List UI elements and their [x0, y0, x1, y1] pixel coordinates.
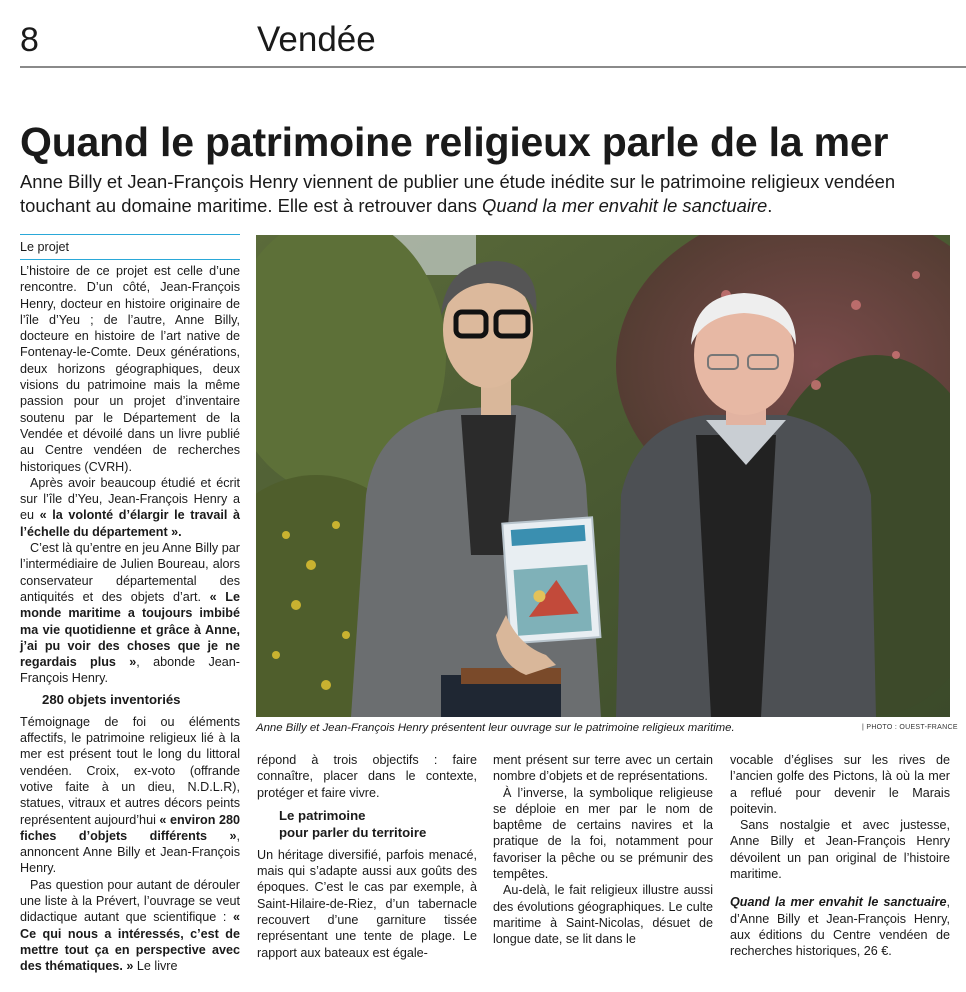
col3-paragraph-2: À l’inverse, la symbolique religieuse se déploie en mer par le nom de baptême de certains navires et la pratique de la foi, notamment pour favoriser la pêche ou se prémunir des tempêtes.	[493, 785, 713, 882]
article-standfirst	[20, 170, 950, 218]
col1-paragraph-3	[20, 540, 240, 687]
col1-paragraph-5	[20, 877, 240, 975]
col1-p5-text: Pas question pour autant de dérouler une liste à la Prévert, l’ouvrage se veut didactique autant que scientifique :	[20, 877, 240, 925]
col2-paragraph-2: Un héritage diversifié, parfois menacé, mais qui s’adapte aussi aux goûts des époques. C’est le cas par exemple, à Saint-Hilaire-de-Riez, d’un tabernacle recouvert d’une garniture tissée représentant une tente de plage. Le rapport aux bateaux est égale-	[257, 847, 477, 960]
col4-paragraph-3	[730, 894, 950, 959]
col4-paragraph-2: Sans nostalgie et avec justesse, Anne Billy et Jean-François Henry dévoilent un pan original de l’histoire maritime.	[730, 818, 950, 882]
col1-p4-end: , annoncent Anne Billy et Jean-François Henry.	[20, 828, 240, 876]
column-4	[730, 752, 950, 960]
photo-credit: | PHOTO : OUEST-FRANCE	[862, 724, 958, 731]
col1-p3-text: C’est là qu’entre en jeu Anne Billy par l’intermédiaire de Julien Boureau, alors conservateur départemental des antiquités et des objets d’art.	[20, 541, 240, 604]
col1-paragraph-1: L’histoire de ce projet est celle d’une rencontre. D’un côté, Jean-François Henry, docteur en histoire originaire de l’île d’Yeu ; de l’autre, Anne Billy, docteure en histoire de l’art native de Fontenay-le-Comte. Deux générations, deux horizons géographiques, deux visions du patrimoine mais la même passion pour un projet d’inventaire soutenu par le Département de la Vendée et dévoilé dans un livre publié au Centre vendéen de recherches historiques (CVRH).	[20, 264, 240, 474]
header-divider	[20, 66, 966, 68]
col4-paragraph-1: vocable d’églises sur les rives de l’ancien golfe des Pictons, là où la mer a reflué pour devenir le Marais poitevin.	[730, 753, 950, 816]
article-headline: Quand le patrimoine religieux parle de la mer	[20, 119, 889, 165]
page-number: 8	[20, 21, 39, 59]
col1-p5-end: Le livre	[133, 959, 178, 974]
article-photo	[256, 235, 950, 717]
subhead-territory-line-2: pour parler du territoire	[279, 824, 427, 840]
standfirst-end: .	[767, 195, 773, 216]
subhead-inventory: 280 objets inventoriés	[42, 691, 181, 707]
standfirst-book-title: Quand la mer envahit le sanctuaire	[482, 195, 768, 216]
col1-p5-quote: « Ce qui nous a intéressés, c’est de mettre tout ça en perspective avec des thématiques. »	[20, 910, 240, 974]
col1-p2-text: Après avoir beaucoup étudié et écrit sur l’île d’Yeu, Jean-François Henry a eu	[20, 475, 240, 523]
book-reference-title: Quand la mer envahit le sanctuaire	[730, 895, 947, 910]
col1-p4-text: Témoignage de foi ou éléments affectifs, le patrimoine religieux lié à la mer est présent tout le long du littoral vendéen. Croix, ex-voto (offrande votive faite à un dieu, N.D.L.R), statues, vitraux et autres décors peints représentent aujourd’hui	[20, 714, 240, 827]
section-title: Vendée	[257, 20, 376, 59]
photo-caption: Anne Billy et Jean-François Henry présentent leur ouvrage sur le patrimoine religieux maritime.	[256, 722, 735, 734]
col1-p4-quote: « environ 280 fiches d’objets différents »	[20, 812, 240, 843]
col1-p3-end: , abonde Jean-François Henry.	[20, 655, 240, 686]
subhead-territory-line-1: Le patrimoine	[279, 807, 366, 823]
column-2	[257, 752, 477, 961]
col1-p3-quote: « Le monde maritime a toujours imbibé ma vie quotidienne et grâce à Anne, j’ai pu voir des choses que je ne regardais plus »	[20, 589, 240, 670]
standfirst-text: Anne Billy et Jean-François Henry viennent de publier une étude inédite sur le patrimoine religieux vendéen touchant au domaine maritime. Elle est à retrouver dans	[20, 171, 896, 216]
col3-paragraph-1: ment présent sur terre avec un certain nombre d’objets et de représentations.	[493, 753, 713, 784]
photo-illustration	[256, 235, 950, 717]
book-reference-details: , d’Anne Billy et Jean-François Henry, aux éditions du Centre vendéen de recherches historiques, 26 €.	[730, 895, 950, 959]
subhead-territory	[279, 807, 477, 841]
column-3	[493, 752, 713, 948]
col1-p2-quote: « la volonté d’élargir le travail à l’échelle du département ».	[20, 508, 240, 539]
col1-paragraph-2	[20, 475, 240, 540]
kicker-label: Le projet	[20, 234, 240, 260]
column-1	[20, 263, 240, 974]
col2-paragraph-1: répond à trois objectifs : faire connaître, placer dans le contexte, protéger et faire vivre.	[257, 753, 477, 800]
col1-paragraph-4	[20, 714, 240, 877]
col3-paragraph-3: Au-delà, le fait religieux illustre aussi des évolutions géographiques. Le culte maritime à Saint-Nicolas, désuet de longue date, se lit dans le	[493, 883, 713, 947]
